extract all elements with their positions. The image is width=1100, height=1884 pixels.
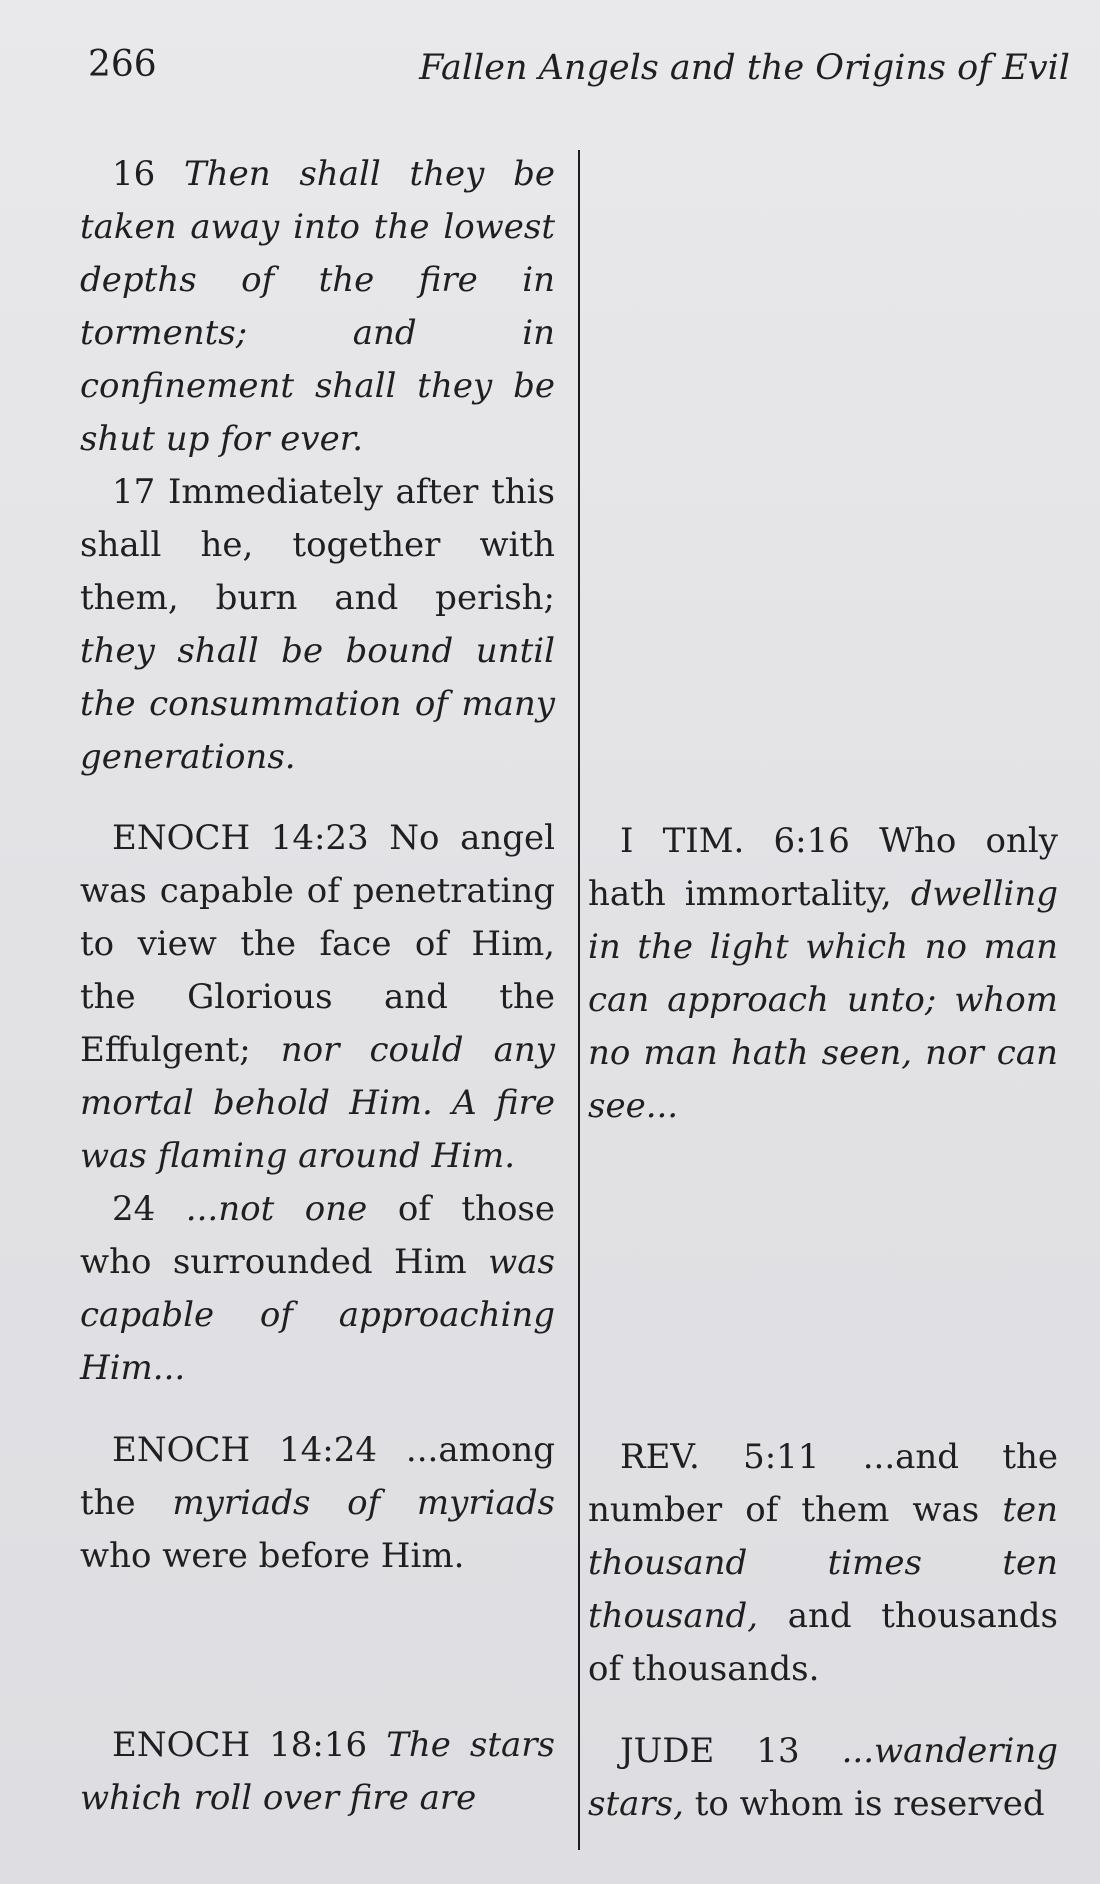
running-title: Fallen Angels and the Origins of Evil <box>419 48 1070 88</box>
entry-text-plain-a: ...and the number of them was <box>588 1437 1059 1530</box>
verse-text: Then shall they be taken away into the lowest depths of the fire in torments; and in confinement shall they be shut up for ever. <box>80 154 555 459</box>
verse-17 <box>80 466 555 784</box>
enoch-18-16-entry <box>80 1719 555 1825</box>
enoch-14-23-entry <box>80 812 555 1183</box>
ellipsis: ... <box>185 1189 219 1229</box>
enoch-14-24-entry <box>80 1424 555 1583</box>
entry-text-plain: Who only hath immortality, <box>588 821 1058 914</box>
entry-text-italic: ten thousand times ten thousand, <box>588 1490 1058 1636</box>
entry-text-italic: The stars which roll over fire are <box>80 1725 556 1818</box>
page-number: 266 <box>88 44 157 85</box>
reference: ENOCH 18:16 <box>112 1725 368 1765</box>
entry-text-plain: to whom is reserved <box>694 1784 1045 1824</box>
verse-number: 17 <box>112 472 156 512</box>
verse-number: 16 <box>112 154 156 194</box>
reference: I TIM. 6:16 <box>620 821 850 861</box>
column-divider <box>578 150 580 1850</box>
rev-5-11-entry <box>588 1431 1058 1696</box>
page-header <box>88 44 1070 104</box>
verse-24 <box>80 1183 555 1395</box>
entry-text-italic: ...wandering stars, <box>588 1731 1058 1824</box>
verse-text-plain: Immediately after this shall he, together with them, burn and perish; <box>80 472 555 618</box>
entry-text-italic: dwelling in the light which no man can approach unto; whom no man hath seen, nor can see... <box>588 874 1058 1126</box>
entry-text-italic: myriads of myriads <box>172 1483 555 1523</box>
verse-text-italic: they shall be bound until the consummation of many generations. <box>80 631 555 777</box>
verse-text-italic-b: was capable of approaching Him... <box>80 1242 555 1388</box>
entry-text-italic: nor could any mortal behold Him. A fire was flaming around Him. <box>80 1030 555 1176</box>
entry-text-plain-b: who were before Him. <box>80 1536 465 1576</box>
i-tim-6-16-entry <box>588 815 1058 1133</box>
verse-text-italic-a: not one <box>218 1189 368 1229</box>
verse-number: 24 <box>112 1189 156 1229</box>
reference: REV. 5:11 <box>620 1437 820 1477</box>
entry-text-plain-b: and thousands of thousands. <box>588 1596 1058 1689</box>
verse-16 <box>80 148 555 466</box>
jude-13-entry <box>588 1725 1058 1831</box>
reference: JUDE 13 <box>620 1731 800 1771</box>
verse-text-plain: of those who surrounded Him <box>80 1189 555 1282</box>
entry-text-plain: No angel was capable of penetrating to view the face of Him, the Glorious and the Effulgent; <box>80 818 555 1070</box>
entry-text-plain-a: ...among the <box>80 1430 555 1523</box>
reference: ENOCH 14:24 <box>112 1430 377 1470</box>
reference: ENOCH 14:23 <box>112 818 369 858</box>
